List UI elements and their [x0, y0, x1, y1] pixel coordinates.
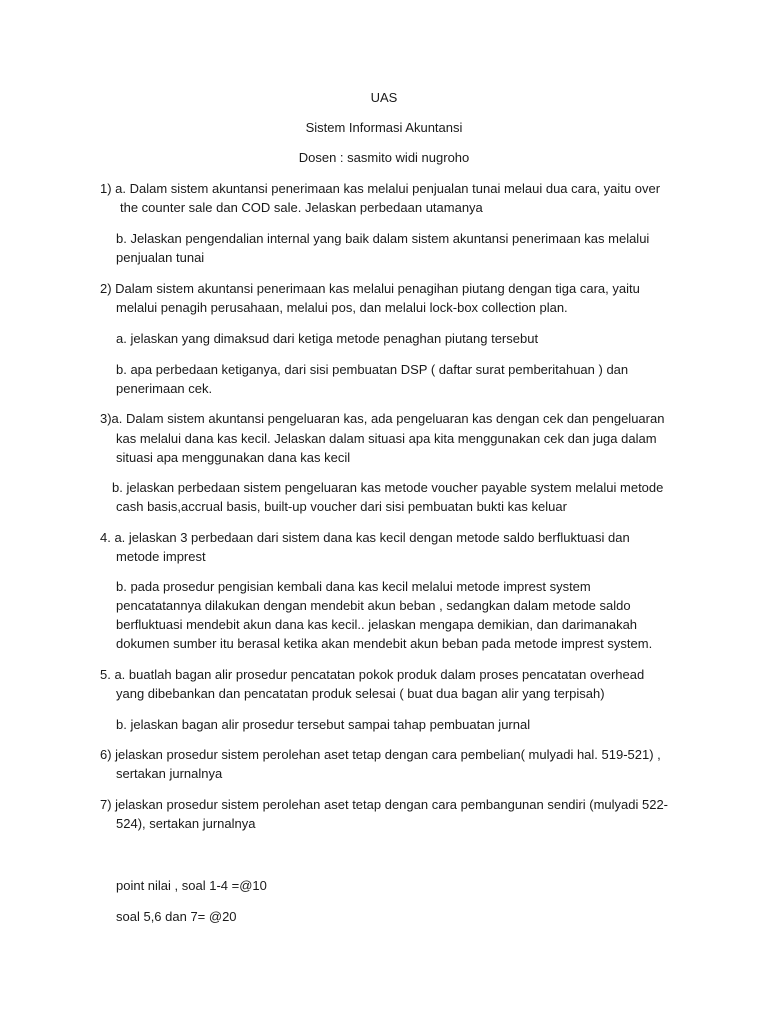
- exam-title: UAS: [370, 90, 398, 105]
- exam-page: UAS Sistem Informasi Akuntansi Dosen : sasmito widi nugroho 1) a. Dalam sistem akuntansi penerimaan kas melalui penjualan tunai melaui dua cara, yaitu over the counter sale dan COD sale. Jelaskan perbedaan utamanya b. Jelaskan pengendalian internal yang baik dalam sistem akuntansi penerimaan kas melalui penjualan tunai 2) Dalam sistem akuntansi penerimaan kas melalui penagihan piutang dengan tiga cara, yaitu melalui penagih perusahaan, melalui pos, dan melalui lock-box collection plan. a. jelaskan yang dimaksud dari ketiga metode penaghan piutang tersebut b. apa perbedaan ketiganya, dari sisi pembuatan DSP ( daftar surat pemberitahuan ) dan penerimaan cek. 3)a. Dalam sistem akuntansi pengeluaran kas, ada pengeluaran kas dengan cek dan pengeluaran kas melalui dana kas kecil. Jelaskan dalam situasi apa kita menggunakan cek dan juga dalam situasi apa menggunakan dana kas kecil b. jelaskan perbedaan sistem pengeluaran kas metode voucher payable system melalui metode cash basis,accrual basis, built-up voucher dari sisi pembuatan bukti kas keluar 4. a. jelaskan 3 perbedaan dari sistem dana kas kecil dengan metode saldo berfluktuasi dan metode imprest b. pada prosedur pengisian kembali dana kas kecil melalui metode imprest system pencatatannya dilakukan dengan mendebit akun beban , sedangkan dalam metode saldo berfluktuasi mendebit akun dana kas kecil.. jelaskan mengapa demikian, dan darimanakah dokumen sumber itu berasal ketika akan mendebit akun beban pada metode imprest system. 5. a. buatlah bagan alir prosedur pencatatan pokok produk dalam proses pencatatan overhead yang dibebankan dan pencatatan produk selesai ( buat dua bagan alir yang terpisah) b. jelaskan bagan alir prosedur tersebut sampai tahap pembuatan jurnal 6) jelaskan prosedur sistem perolehan aset tetap dengan cara pembelian( mulyadi hal. 519-521) , sertakan jurnalnya 7) jelaskan prosedur sistem perolehan aset tetap dengan cara pembangunan sendiri (mulyadi 522- 524), sertakan jurnalnya point nilai , soal 1-4 =@10 soal 5,6 dan 7= @20: [0, 0, 768, 1024]
- course-name: Sistem Informasi Akuntansi: [305, 120, 463, 135]
- lecturer-name: Dosen : sasmito widi nugroho: [298, 150, 470, 165]
- scoring-line-1: point nilai , soal 1-4 =@10: [116, 878, 267, 893]
- scoring-line-2: soal 5,6 dan 7= @20: [116, 909, 237, 924]
